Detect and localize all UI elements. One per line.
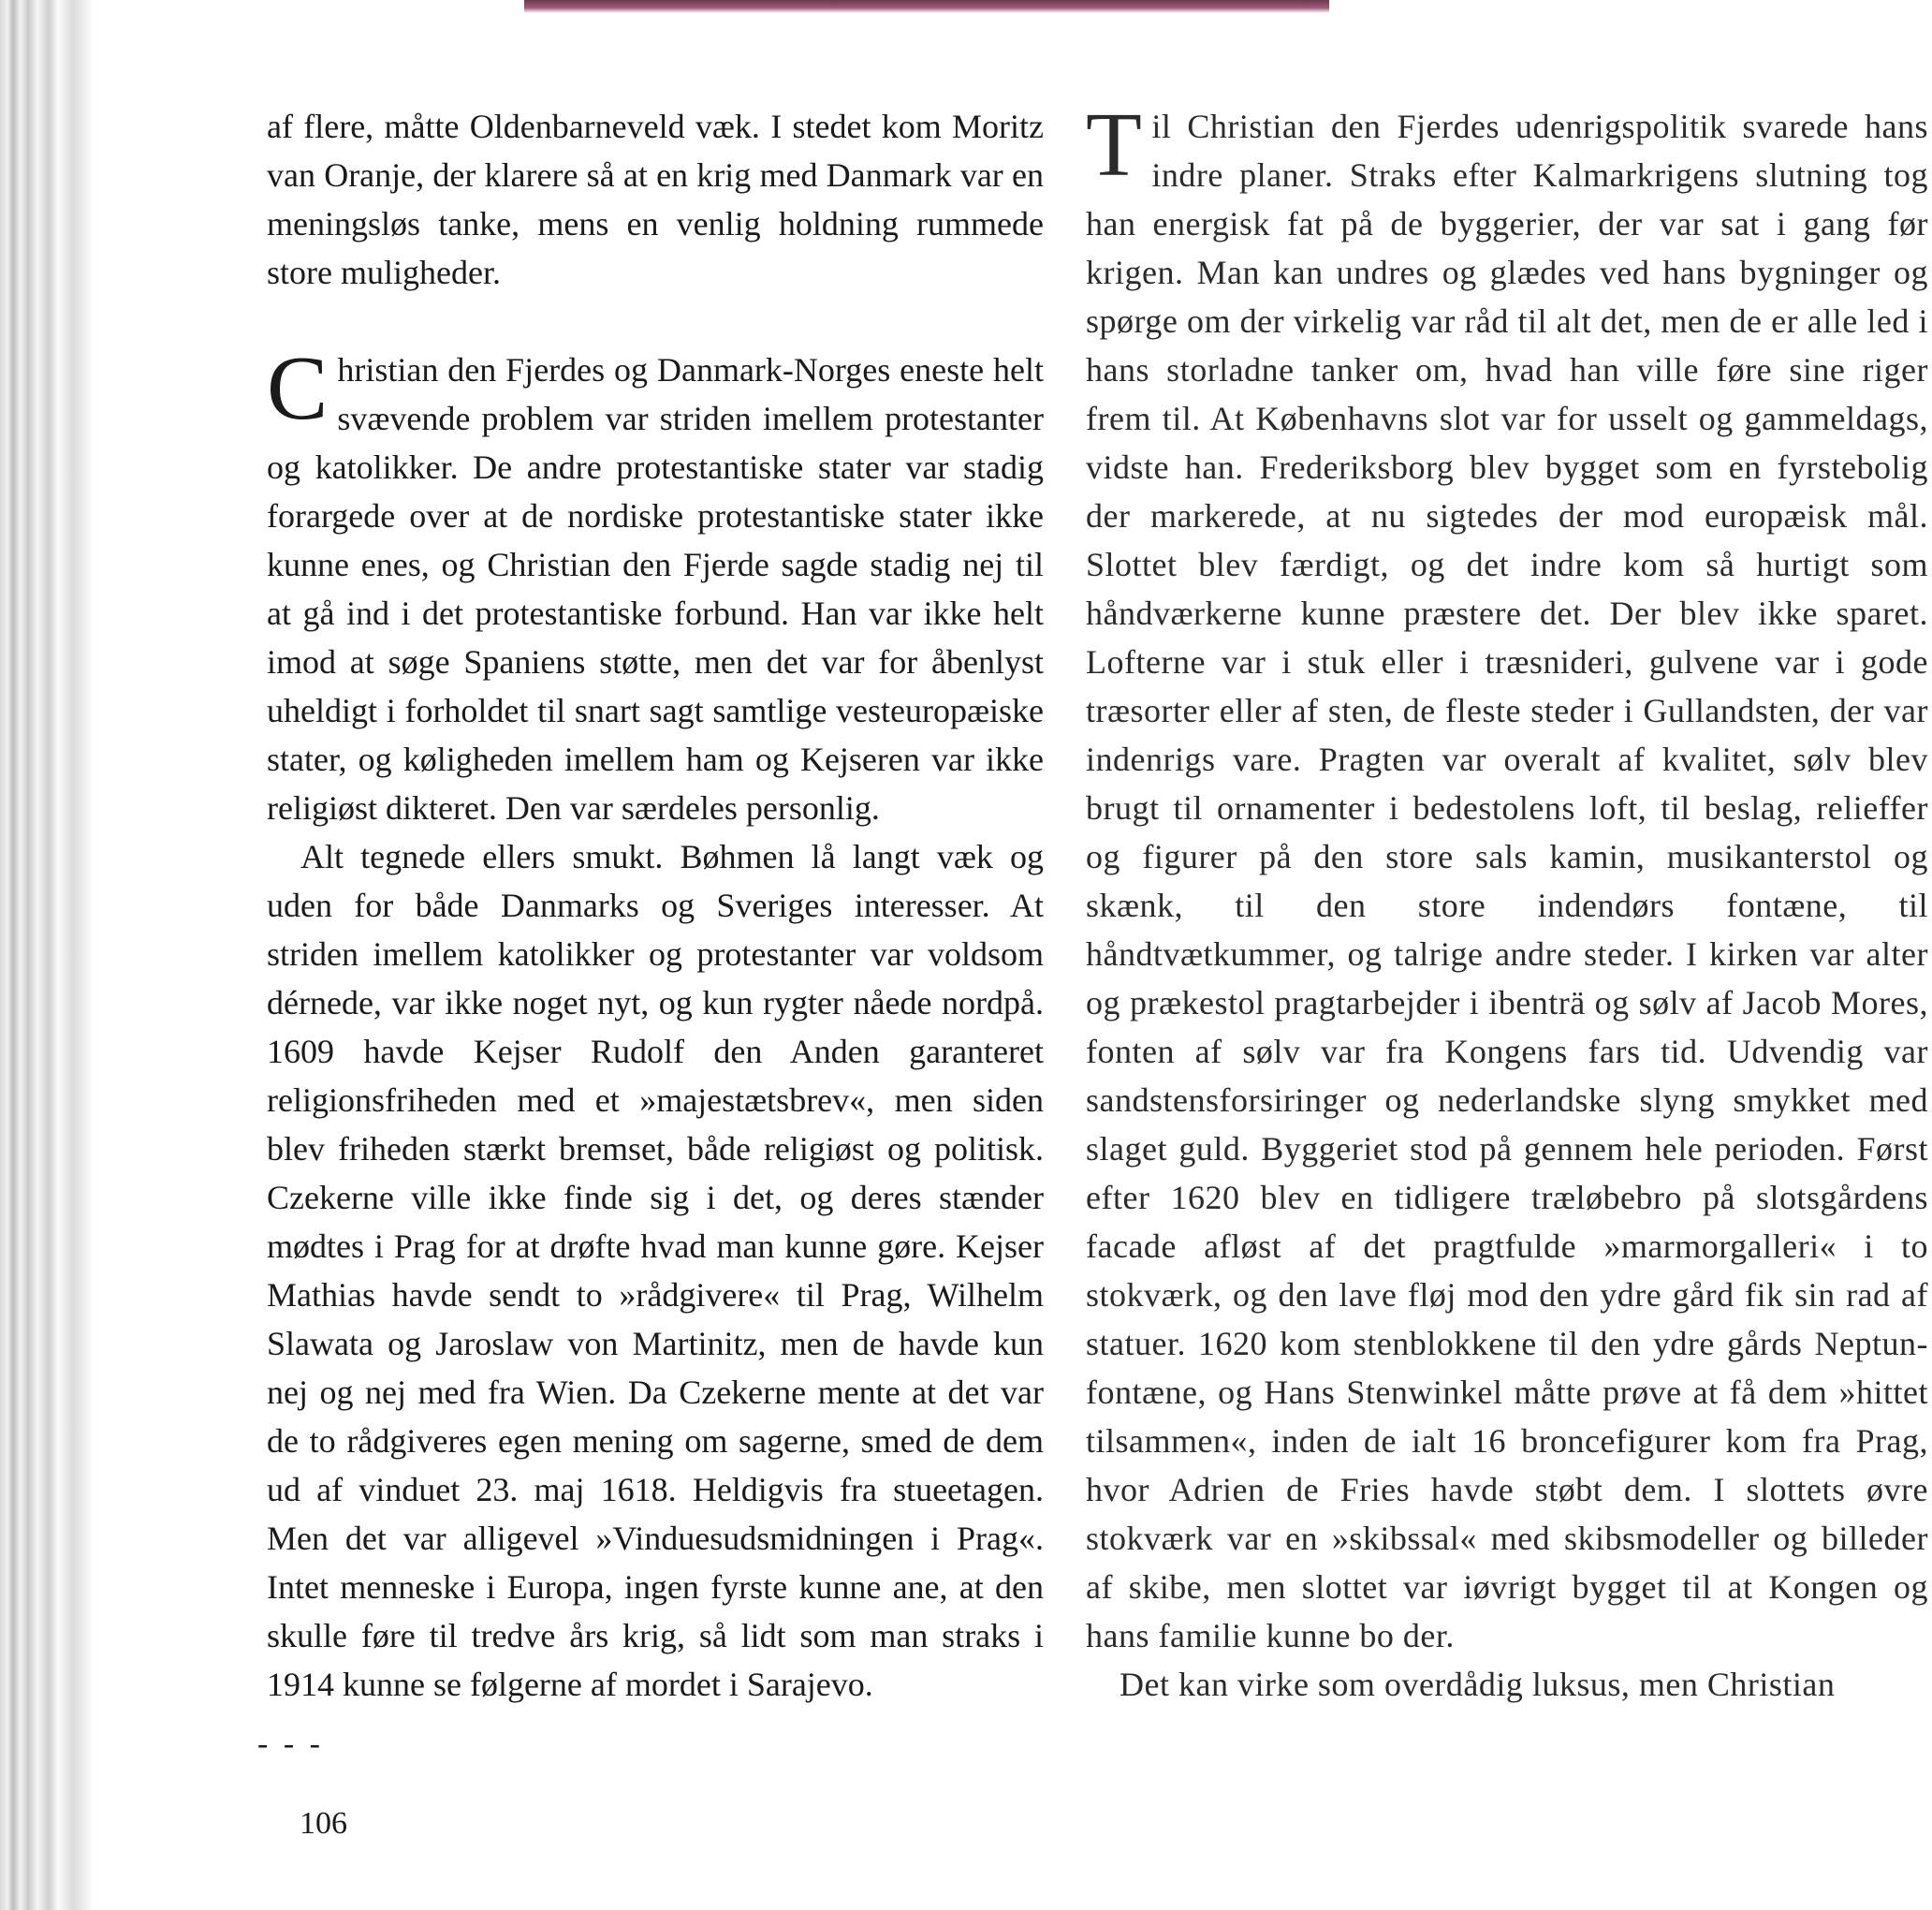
left-paragraph-2-text: hristian den Fjerdes og Danmark-Norges eneste helt svævende problem var striden imellem protestanter og katolikker. De andre protestantiske stater var stadig forargede over at de nordiske protestantiske stater ikke kunne enes, og Christian den Fjerde sagde stadig nej til at gå ind i det protestantiske forbund. Han var ikke helt imod at søge Spaniens støtte, men det var for åbenlyst uheldigt i forholdet til snart sagt samtlige vesteuropæiske stater, og køligheden imellem ham og Kejseren var ikke religiøst dikteret. Den var særdeles personlig.: [267, 351, 1044, 827]
book-cover-edge: [524, 0, 1329, 13]
page-number: 106: [300, 1806, 347, 1841]
left-paragraph-2: [267, 338, 1044, 832]
book-page: [94, 13, 1932, 1910]
right-column: [1086, 95, 1928, 1709]
left-column: [267, 102, 1044, 1709]
drop-cap-t: T: [1086, 95, 1143, 196]
section-dashes: - - -: [257, 1726, 324, 1761]
left-paragraph-1: af flere, måtte Oldenbarneveld væk. I stedet kom Moritz van Oranje, der klarere så at en krig med Danmark var en meningsløs tanke, mens en venlig holdning rummede store muligheder.: [267, 108, 1044, 291]
left-paragraph-3: Alt tegnede ellers smukt. Bøhmen lå langt væk og uden for både Danmarks og Sveriges interesser. At striden imellem katolikker og protestanter var voldsom dérnede, var ikke noget nyt, og kun rygter nåede nordpå. 1609 havde Kejser Rudolf den Anden garanteret religionsfriheden med et »majestætsbrev«, men siden blev friheden stærkt bremset, både religiøst og politisk. Czekerne ville ikke finde sig i det, og deres stænder mødtes i Prag for at drøfte hvad man kunne gøre. Kejser Mathias havde sendt to »rådgivere« til Prag, Wilhelm Slawata og Jaroslaw von Martinitz, men de havde kun nej og nej med fra Wien. Da Czekerne mente at det var de to rådgiveres egen mening om sagerne, smed de dem ud af vinduet 23. maj 1618. Heldigvis fra stueetagen. Men det var alligevel »Vinduesudsmidningen i Prag«. Intet menneske i Europa, ingen fyrste kunne ane, at den skulle føre til tredve års krig, så lidt som man straks i 1914 kunne se følgerne af mordet i Sarajevo.: [267, 838, 1044, 1703]
right-paragraph-2: Det kan virke som overdådig luksus, men Christian: [1120, 1666, 1836, 1703]
right-paragraph-1-text: il Christian den Fjerdes udenrigspolitik svarede hans indre planer. Straks efter Kalmarkrigens slutning tog han energisk fat på de byggerier, der var sat i gang før krigen. Man kan undres og glædes ved hans bygninger og spørge om der virkelig var råd til alt det, men de er alle led i hans storladne tanker om, hvad han ville føre sine riger frem til. At Københavns slot var for usselt og gammeldags, vidste han. Frederiksborg blev bygget som en fyrstebolig der markerede, at nu sigtedes der mod europæisk mål. Slottet blev færdigt, og det indre kom så hurtigt som håndværkerne kunne præstere det. Der blev ikke sparet. Lofterne var i stuk eller i træsnideri, gulvene var i gode træsorter eller af sten, de fleste steder i Gullandsten, der var indenrigs vare. Pragten var overalt af kvalitet, sølv blev brugt til ornamenter i bedestolens loft, til beslag, relieffer og figurer på den store sals kamin, musikanterstol og skænk, til den store indendørs fontæne, til håndtvætkummer, og talrige andre steder. I kirken var alter og prækestol pragtarbejder i ibenträ og sølv af Jacob Mores, fonten af sølv var fra Kongens fars tid. Udvendig var sandstensforsiringer og nederlandske slyng smykket med slaget guld. Byggeriet stod på gennem hele perioden. Først efter 1620 blev en tidligere træløbebro på slotsgårdens facade afløst af det pragtfulde »marmorgalleri« i to stokværk, og den lave fløj mod den ydre gård fik sin rad af statuer. 1620 kom stenblokkene til den ydre gårds Neptun-fontæne, og Hans Stenwinkel måtte prøve at få dem »hittet tilsammen«, inden de ialt 16 broncefigurer kom fra Prag, hvor Adrien de Fries havde støbt dem. I slottets øvre stokværk var en »skibssal« med skibsmodeller og billeder af skibe, men slottet var iøvrigt bygget til at Kongen og hans familie kunne bo der.: [1086, 108, 1928, 1654]
page-stack-edge: [0, 0, 94, 1910]
right-paragraph-1: [1086, 95, 1928, 1660]
drop-cap-c: C: [267, 338, 329, 439]
